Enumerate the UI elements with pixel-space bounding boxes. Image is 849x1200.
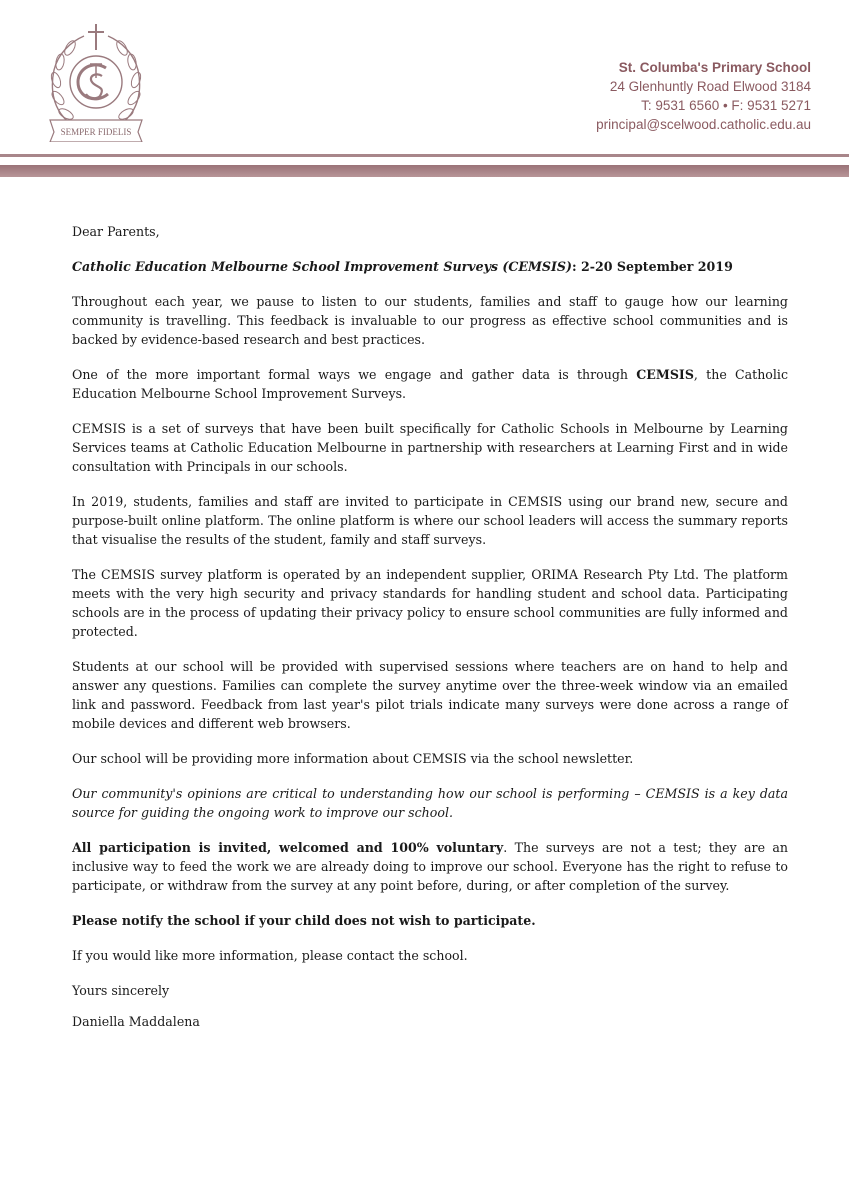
paragraph-2-end: , the Catholic Education Melbourne School Improvement Surveys. bbox=[72, 367, 788, 401]
school-email: principal@scelwood.catholic.edu.au bbox=[596, 117, 811, 132]
paragraph-1: Throughout each year, we pause to listen to our students, families and staff to gauge how our learning community is travelling. This feedback is invaluable to our progress as effective school communities and is backed by evidence-based research and best practices. bbox=[72, 294, 788, 347]
school-name: St. Columba's Primary School bbox=[618, 60, 811, 75]
paragraph-9-rest: . The surveys are not a test; they are an inclusive way to feed the work we are already doing to improve our school. Everyone has the right to refuse to participate, or withdraw from the survey at any point before, during, or after completion of the survey. bbox=[72, 840, 788, 893]
motto-text: SEMPER FIDELIS bbox=[60, 127, 132, 137]
letter-body bbox=[72, 222, 788, 1047]
paragraph-3: CEMSIS is a set of surveys that have been built specifically for Catholic Schools in Melbourne by Learning Services teams at Catholic Education Melbourne in partnership with researchers at Learning First and in wide consultation with Principals in our schools. bbox=[72, 421, 788, 474]
school-crest-logo bbox=[40, 20, 152, 142]
signatory: Daniella Maddalena bbox=[72, 1014, 200, 1029]
school-phone-fax: T: 9531 6560 • F: 9531 5271 bbox=[641, 98, 811, 113]
paragraph-4: In 2019, students, families and staff are invited to participate in CEMSIS using our brand new, secure and purpose-built online platform. The online platform is where our school leaders will access the summary reports that visualise the results of the student, family and staff surveys. bbox=[72, 494, 788, 547]
paragraph-2 bbox=[72, 365, 788, 403]
paragraph-7: Our school will be providing more information about CEMSIS via the school newsletter. bbox=[72, 751, 634, 766]
letter-subject bbox=[72, 257, 788, 276]
header-divider-thin bbox=[0, 154, 849, 157]
paragraph-11: If you would like more information, please contact the school. bbox=[72, 948, 468, 963]
paragraph-9 bbox=[72, 838, 788, 895]
paragraph-8: Our community's opinions are critical to understanding how our school is performing – CEMSIS is a key data source for guiding the ongoing work to improve our school. bbox=[72, 786, 788, 820]
subject-title: Catholic Education Melbourne School Improvement Surveys (CEMSIS) bbox=[72, 259, 572, 274]
header-divider-thick bbox=[0, 165, 849, 177]
crest-icon bbox=[40, 20, 152, 142]
closing: Yours sincerely bbox=[72, 983, 170, 998]
paragraph-6: Students at our school will be provided with supervised sessions where teachers are on hand to help and answer any questions. Families can complete the survey anytime over the three-week window via an emailed link and password. Feedback from last year's pilot trials indicate many surveys were done across a range of mobile devices and different web browsers. bbox=[72, 659, 788, 731]
subject-dates: : 2-20 September 2019 bbox=[571, 259, 733, 274]
voluntary-statement: All participation is invited, welcomed and 100% voluntary bbox=[72, 840, 504, 855]
cemsis-bold: CEMSIS bbox=[636, 367, 694, 382]
school-address: 24 Glenhuntly Road Elwood 3184 bbox=[609, 79, 811, 94]
paragraph-2-start: One of the more important formal ways we engage and gather data is through bbox=[72, 367, 637, 382]
paragraph-10: Please notify the school if your child does not wish to participate. bbox=[72, 913, 536, 928]
paragraph-5: The CEMSIS survey platform is operated by an independent supplier, ORIMA Research Pty Ltd. The platform meets with the very high security and privacy standards for handling student and school data. Participating schools are in the process of updating their privacy policy to ensure school communities are fully informed and protected. bbox=[72, 567, 788, 639]
letterhead-contact bbox=[596, 58, 811, 134]
salutation: Dear Parents, bbox=[72, 224, 160, 239]
